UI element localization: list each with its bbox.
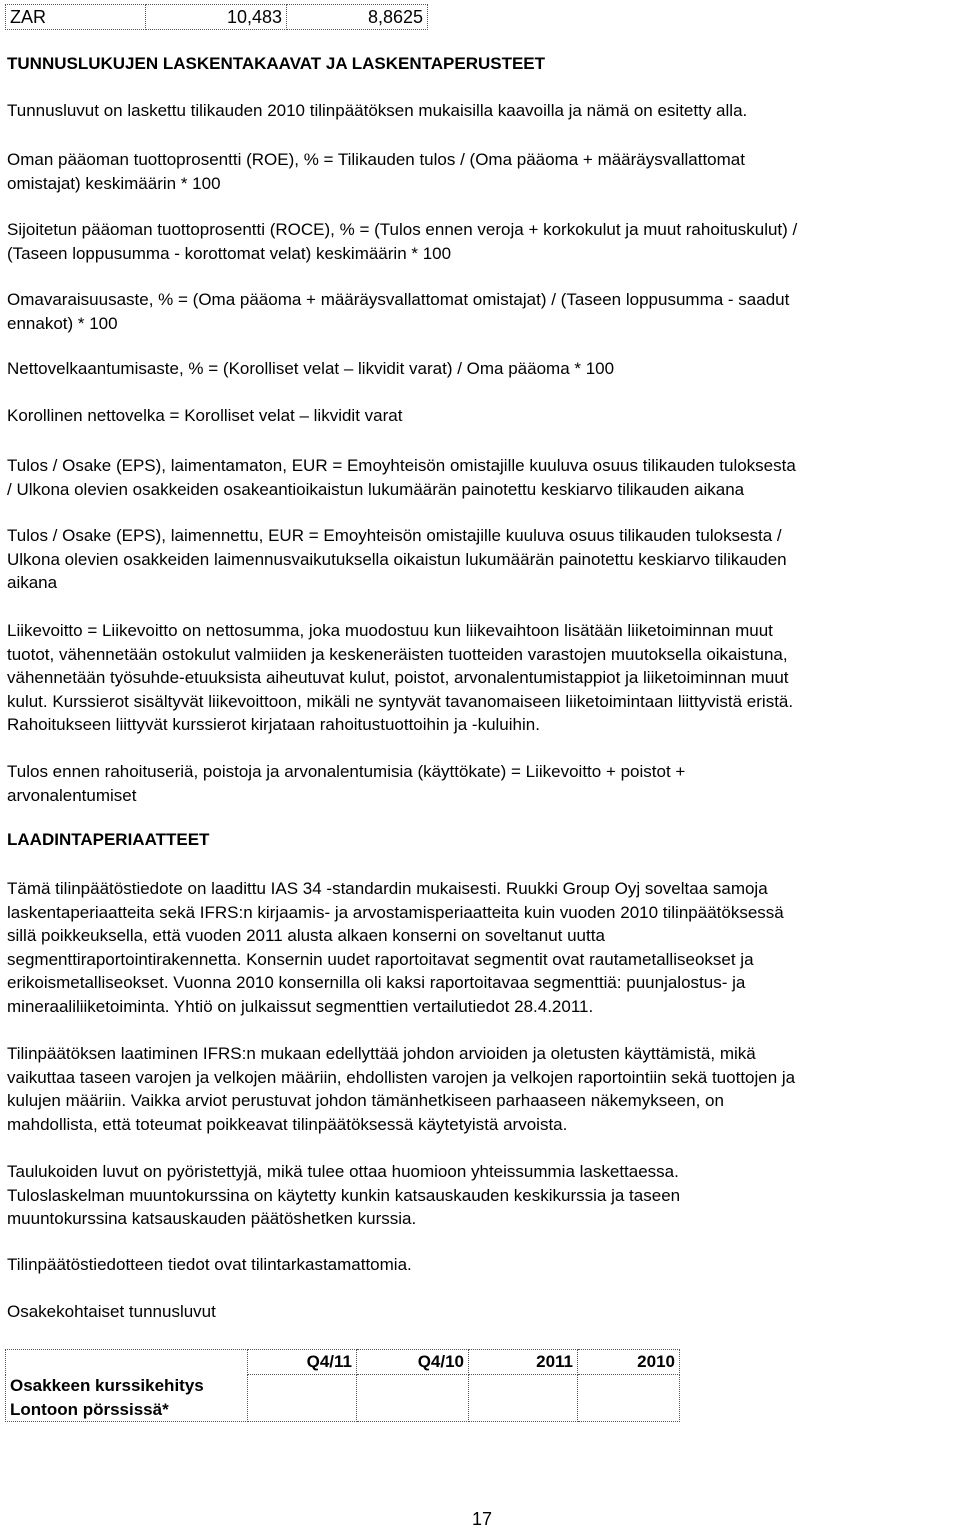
kpi-gearing: Nettovelkaantumisaste, % = (Korolliset velat – likvidit varat) / Oma pääoma * 100 — [7, 359, 615, 378]
kpi-net-debt: Korollinen nettovelka = Korolliset velat – likvidit varat — [7, 406, 403, 425]
policy-paragraph-4: Tilinpäätöstiedotteen tiedot ovat tilintarkastamattomia. — [7, 1255, 412, 1274]
policies-heading: LAADINTAPERIAATTEET — [7, 830, 210, 849]
policy-paragraph-2: Tilinpäätöksen laatiminen IFRS:n mukaan edellyttää johdon arvioiden ja oletusten käyttämistä, mikä vaikuttaa taseen varojen ja velkojen määriin, ehdollisten varojen ja velkojen raportointiin sekä tuottojen ja kulujen määriin. Vaikka arviot perustuvat johdon tämänhetkiseen parhaaseen näkemykseen, on mahdollista, että toteumat poikkeavat tilinpäätöksessä käytetyistä arvoista. — [7, 1044, 796, 1134]
currency-rate-row — [5, 4, 428, 30]
kpi-ebitda: Tulos ennen rahoituseriä, poistoja ja arvonalentumisia (käyttökate) = Liikevoitto + poistot + arvonalentumiset — [7, 762, 686, 805]
kpi-intro: Tunnusluvut on laskettu tilikauden 2010 tilinpäätöksen mukaisilla kaavoilla ja nämä on esitetty alla. — [7, 101, 748, 120]
table-cell — [357, 1375, 469, 1422]
table-cell — [248, 1375, 357, 1422]
kpi-eps-basic: Tulos / Osake (EPS), laimentamaton, EUR = Emoyhteisön omistajille kuuluva osuus tilikauden tuloksesta / Ulkona olevien osakkeiden osakeantioikaistun lukumäärän painotettu keskiarvo tilikauden aikana — [7, 456, 796, 499]
share-row-label: Osakkeen kurssikehitys Lontoon pörssissä* — [6, 1350, 248, 1422]
table-cell — [578, 1375, 680, 1422]
share-data-heading: Osakekohtaiset tunnusluvut — [7, 1302, 216, 1321]
share-header-q4-11: Q4/11 — [248, 1350, 357, 1375]
currency-rate-1: 10,483 — [146, 5, 287, 30]
currency-rate-2: 8,8625 — [287, 5, 428, 30]
share-header-2011: 2011 — [469, 1350, 578, 1375]
share-table-header-row — [6, 1350, 680, 1375]
kpi-roe: Oman pääoman tuottoprosentti (ROE), % = Tilikauden tulos / (Oma pääoma + määräysvallattomat omistajat) keskimäärin * 100 — [7, 150, 745, 193]
page-number: 17 — [471, 1509, 493, 1529]
kpi-eps-diluted: Tulos / Osake (EPS), laimennettu, EUR = Emoyhteisön omistajille kuuluva osuus tilikauden tuloksesta / Ulkona olevien osakkeiden laimennusvaikutuksella oikaistun lukumäärän painotettu keskiarvo tilikauden aikana — [7, 526, 787, 592]
currency-code: ZAR — [6, 5, 146, 30]
share-header-q4-10: Q4/10 — [357, 1350, 469, 1375]
kpi-heading: TUNNUSLUKUJEN LASKENTAKAAVAT JA LASKENTAPERUSTEET — [7, 54, 546, 73]
share-data-table — [5, 1349, 680, 1422]
kpi-equity-ratio: Omavaraisuusaste, % = (Oma pääoma + määräysvallattomat omistajat) / (Taseen loppusumma - saadut ennakot) * 100 — [7, 290, 790, 333]
kpi-roce: Sijoitetun pääoman tuottoprosentti (ROCE), % = (Tulos ennen veroja + korkokulut ja muut rahoituskulut) / (Taseen loppusumma - korottomat velat) keskimäärin * 100 — [7, 220, 798, 263]
policy-paragraph-1: Tämä tilinpäätöstiedote on laadittu IAS 34 -standardin mukaisesti. Ruukki Group Oyj soveltaa samoja laskentaperiaatteita sekä IFRS:n kirjaamis- ja arvostamisperiaatteita kuin vuoden 2010 tilinpäätöksessä sillä poikkeuksella, että vuoden 2011 alusta alkaen konserni on soveltanut uutta segmenttiraportointirakennetta. Konsernin uudet raportoitavat segmentit ovat rautametalliseokset ja erikoismetalliseokset. Vuonna 2010 konsernilla oli kaksi raportoitavaa segmenttiä: puunjalostus- ja mineraaliliiketoiminta. Yhtiö on julkaissut segmenttien vertailutiedot 28.4.2011. — [7, 879, 784, 1016]
kpi-ebit: Liikevoitto = Liikevoitto on nettosumma, joka muodostuu kun liikevaihtoon lisätään liiketoiminnan muut tuotot, vähennetään ostokulut valmiiden ja keskeneräisten tuotteiden varastojen muutoksella oikaistuna, vähennetään työsuhde-etuuksista aiheutuvat kulut, poistot, arvonalentumistappiot ja liiketoiminnan muut kulut. Kurssierot sisältyvät liikevoittoon, mikäli ne syntyvät tavanomaiseen liiketoimintaan liittyvistä eristä. Rahoitukseen liittyvät kurssierot kirjataan rahoitustuottoihin ja -kuluihin. — [7, 621, 794, 734]
share-header-2010: 2010 — [578, 1350, 680, 1375]
table-cell — [469, 1375, 578, 1422]
policy-paragraph-3: Taulukoiden luvut on pyöristettyjä, mikä tulee ottaa huomioon yhteissummia laskettaessa. Tuloslaskelman muuntokurssina on käytetty kunkin katsauskauden keskikurssia ja taseen muuntokurssina katsauskauden päätöshetken kurssia. — [7, 1162, 681, 1228]
